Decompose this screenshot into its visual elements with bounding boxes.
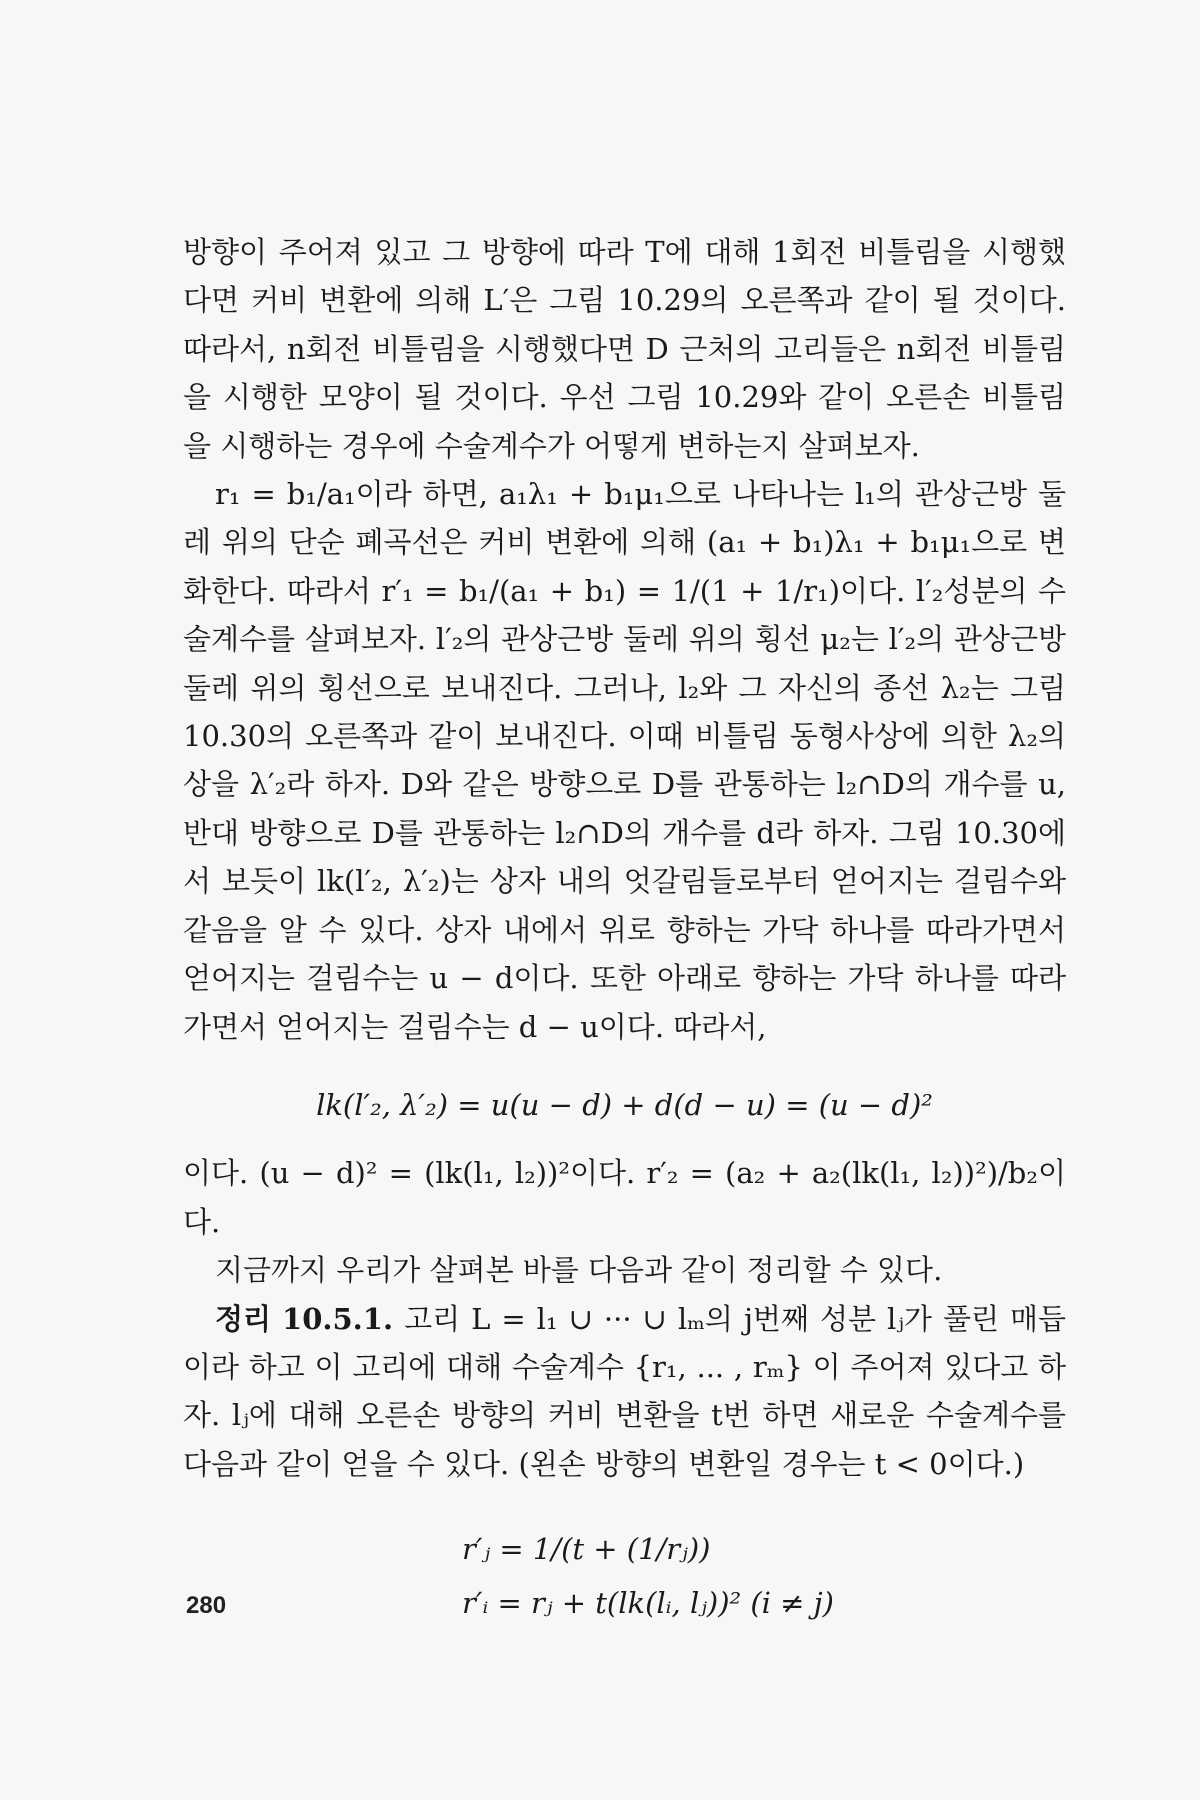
paragraph-2: r₁ = b₁/a₁이라 하면, a₁λ₁ + b₁μ₁으로 나타나는 l₁의 관상근방 둘레 위의 단순 폐곡선은 커비 변환에 의해 (a₁ + b₁)λ₁ + b₁μ₁으로 변화한다. 따라서 r′₁ = b₁/(a₁ + b₁) = 1/(1 + 1/r₁)이다. l′₂성분의 수술계수를 살펴보자. l′₂의 관상근방 둘레 위의 횡선 μ₂는 l′₂의 관상근방 둘레 위의 횡선으로 보내진다. 그러나, l₂와 그 자신의 종선 λ₂는 그림 10.30의 오른쪽과 같이 보내진다. 이때 비틀림 동형사상에 의한 λ₂의 상을 λ′₂라 하자. D와 같은 방향으로 D를 관통하는 l₂∩D의 개수를 u, 반대 방향으로 D를 관통하는 l₂∩D의 개수를 d라 하자. 그림 10.30에서 보듯이 lk(l′₂, λ′₂)는 상자 내의 엇갈림들로부터 얻어지는 걸림수와 같음을 알 수 있다. 상자 내에서 위로 향하는 가닥 하나를 따라가면서 얻어지는 걸림수는 u − d이다. 또한 아래로 향하는 가닥 하나를 따라가면서 얻어지는 걸림수는 d − u이다. 따라서, — [183, 477, 1066, 1044]
equation-rj: r′ⱼ = 1/(t + (1/rⱼ)) — [462, 1532, 711, 1567]
theorem-block — [183, 1295, 1066, 1489]
equation-linking-number: lk(l′₂, λ′₂) = u(u − d) + d(d − u) = (u − d)² — [316, 1087, 933, 1122]
theorem-equations — [183, 1522, 1066, 1630]
theorem-label: 정리 — [215, 1301, 272, 1336]
theorem-text: 고리 L = l₁ ∪ ··· ∪ lₘ의 j번째 성분 lⱼ가 풀린 매듭이라 하고 이 고리에 대해 수술계수 {r₁, ... , rₘ} 이 주어져 있다고 하자. lⱼ에 대해 오른손 방향의 커비 변환을 t번 하면 새로운 수술계수를 다음과 같이 얻을 수 있다. (왼손 방향의 변환일 경우는 t < 0이다.) — [183, 1301, 1067, 1481]
page-number: 280 — [186, 1592, 227, 1619]
page-body — [183, 228, 1066, 1630]
paragraph-1: 방향이 주어져 있고 그 방향에 따라 T에 대해 1회전 비틀림을 시행했다면 커비 변환에 의해 L′은 그림 10.29의 오른쪽과 같이 될 것이다. 따라서, n회전 비틀림을 시행했다면 D 근처의 고리들은 n회전 비틀림을 시행한 모양이 될 것이다. 우선 그림 10.29와 같이 오른손 비틀림을 시행하는 경우에 수술계수가 어떻게 변하는지 살펴보자. — [183, 235, 1066, 463]
summary-sentence: 지금까지 우리가 살펴본 바를 다음과 같이 정리할 수 있다. — [215, 1253, 943, 1288]
equation-ri: r′ᵢ = rⱼ + t(lk(lᵢ, lⱼ))² (i ≠ j) — [462, 1586, 834, 1621]
theorem-number: 10.5.1. — [282, 1301, 394, 1336]
paragraph-after-equation: 이다. (u − d)² = (lk(l₁, l₂))²이다. r′₂ = (a₂ + a₂(lk(l₁, l₂))²)/b₂이다. — [183, 1156, 1066, 1239]
